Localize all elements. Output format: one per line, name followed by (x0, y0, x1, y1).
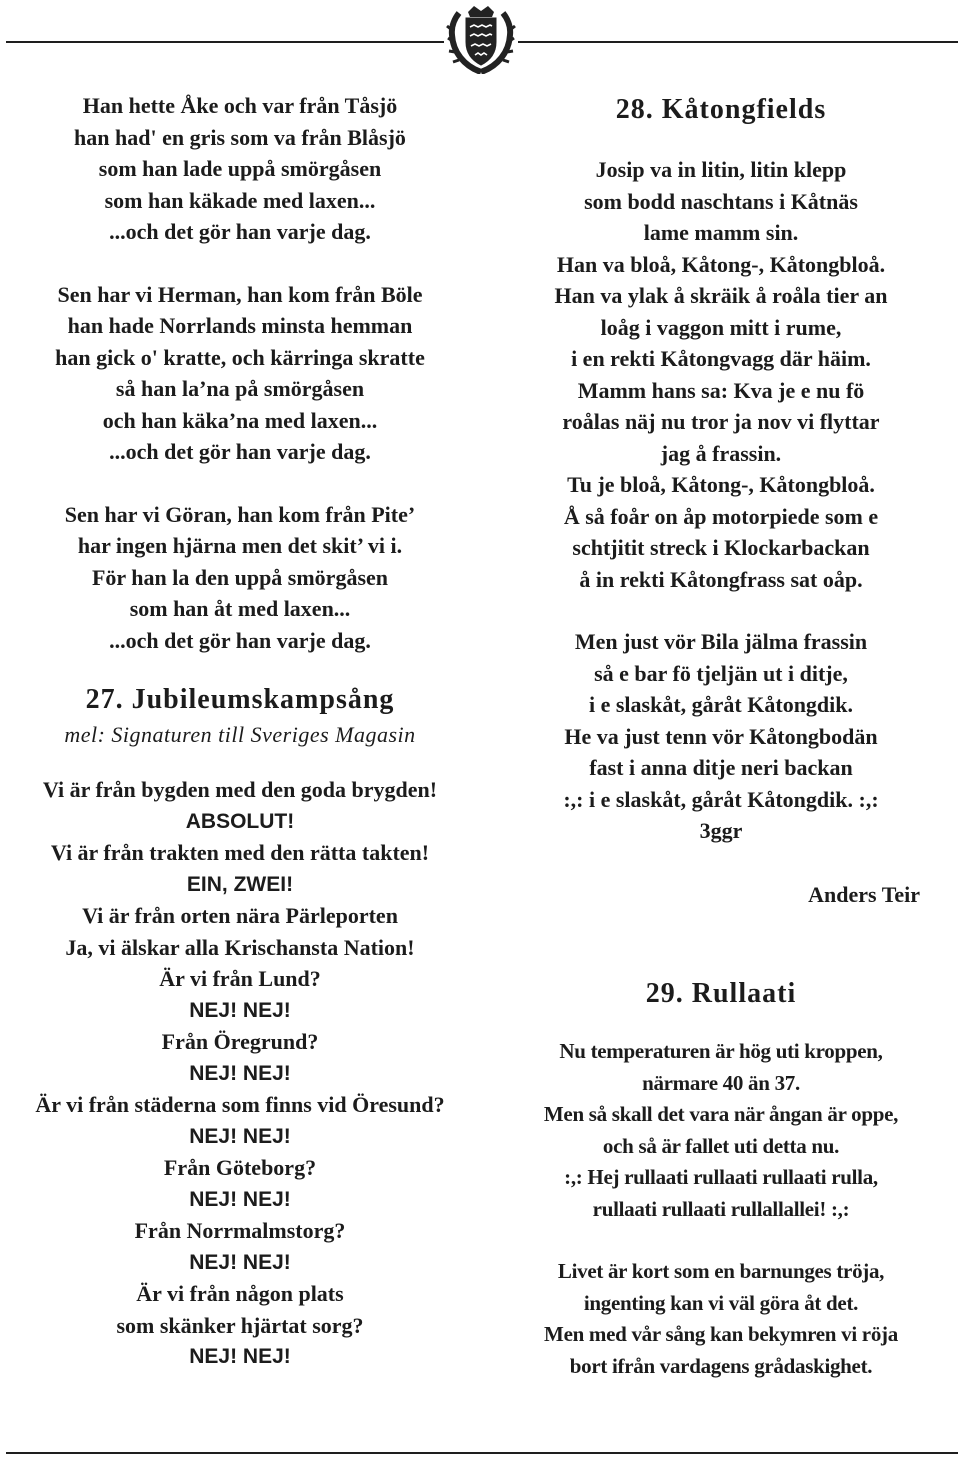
song-title-27: 27. Jubileumskampsång (85, 684, 395, 715)
verse-line: som skänker hjärtat sorg? (116, 1312, 364, 1338)
verse-line: Från Öregrund? (161, 1029, 319, 1054)
verse-line: NEJ! NEJ! (189, 1124, 291, 1148)
verse-line: Men så skall det vara när ångan är oppe, (543, 1102, 899, 1126)
verse-line: Nu temperaturen är hög uti kroppen, (559, 1039, 883, 1063)
verse-line: Är vi från städerna som finns vid Öresund? (35, 1092, 445, 1117)
verse-line: ingenting kan vi väl göra åt det. (583, 1290, 859, 1315)
verse-line: Vi är från trakten med den rätta takten! (50, 840, 430, 865)
verse-line: Från Göteborg? (163, 1155, 317, 1180)
song-title-28: 28. Kåtongfields (615, 94, 827, 125)
verse-line: närmare 40 än 37. (642, 1070, 800, 1095)
right-column (482, 90, 960, 1382)
verse-line: NEJ! NEJ! (189, 1061, 291, 1085)
verse-line: i en rekti Kåtongvagg där häim. (571, 346, 871, 371)
verse-line: loåg i vaggon mitt i rume, (600, 314, 842, 340)
verse-line: Ja, vi älskar alla Krischansta Nation! (65, 934, 415, 960)
verse-line: rullaati rullaati rullallallei! :,: (592, 1196, 850, 1221)
verse-line: ...och det gör han varje dag. (109, 627, 371, 653)
song-title-29: 29. Rullaati (645, 978, 797, 1009)
stanza (482, 154, 960, 595)
verse-line: Men med vår sång kan bekymren vi röja (544, 1322, 898, 1346)
header-rule-left (6, 41, 444, 43)
verse-line: :,: i e slaskåt, gåråt Kåtongdik. :,: (563, 786, 879, 812)
verse-line: NEJ! NEJ! (189, 1250, 291, 1274)
left-column (0, 90, 480, 1373)
verse-line: 3ggr (699, 818, 743, 843)
verse-line: som han käkade med laxen... (104, 187, 376, 213)
verse-line: bort ifrån vardagens grådaskighet. (569, 1353, 873, 1378)
verse-line: så e bar fö tjeljän ut i ditje, (594, 660, 848, 686)
verse-line: :,: Hej rullaati rullaati rullaati rulla, (564, 1165, 878, 1189)
stanza (0, 279, 480, 468)
header-rule-right (518, 41, 958, 43)
verse-line: som bodd naschtans i Kåtnäs (584, 188, 858, 214)
verse-line: För han la den uppå smörgåsen (91, 564, 389, 590)
stanza (482, 626, 960, 847)
verse-line: som han åt med laxen... (129, 596, 351, 621)
verse-line: Vi är från orten nära Pärleporten (82, 903, 398, 928)
stanza (0, 90, 480, 248)
verse-line: och så är fallet uti detta nu. (602, 1133, 840, 1158)
verse-line: ...och det gör han varje dag. (109, 219, 371, 244)
verse-line: Livet är kort som en barnunges tröja, (557, 1259, 885, 1283)
verse-line: Sen har vi Herman, han kom från Böle (57, 281, 423, 307)
verse-line: ...och det gör han varje dag. (109, 439, 371, 464)
verse-line: schtjitit streck i Klockarbackan (572, 535, 870, 560)
verse-line: Är vi från någon plats (136, 1281, 344, 1306)
verse-line: roålas näj nu tror ja nov vi flyttar (562, 409, 880, 434)
verse-line: EIN, ZWEI! (186, 872, 294, 896)
verse-line: i e slaskåt, gåråt Kåtongdik. (588, 692, 854, 717)
verse-line: fast i anna ditje neri backan (589, 755, 853, 780)
coat-of-arms-emblem (446, 2, 516, 74)
verse-line: ABSOLUT! (185, 809, 295, 833)
verse-line: Han va bloå, Kåtong-, Kåtongbloå. (556, 251, 886, 277)
verse-line: som han lade uppå smörgåsen (98, 156, 382, 181)
verse-line: har ingen hjärna men det skit’ vi i. (77, 533, 403, 558)
stanza (0, 499, 480, 657)
verse-line: och han käka’na med laxen... (102, 407, 378, 433)
verse-line: Tu je bloå, Kåtong-, Kåtongbloå. (567, 472, 875, 497)
verse-line: han gick o' kratte, och kärringa skratte (55, 344, 425, 370)
verse-line: Men just vör Bila jälma frassin (574, 629, 868, 654)
verse-line: NEJ! NEJ! (189, 1187, 291, 1211)
song-author: Anders Teir (808, 881, 920, 907)
verse-line: Å så foår on åp motorpiede som e (563, 503, 879, 529)
verse-line: Från Norrmalmstorg? (134, 1218, 346, 1243)
song-27-lyrics (0, 774, 480, 1373)
verse-line: Josip va in litin, litin klepp (595, 157, 847, 182)
verse-line: lame mamm sin. (643, 220, 799, 245)
verse-line: NEJ! NEJ! (189, 998, 291, 1022)
verse-line: He va just tenn vör Kåtongbodän (564, 723, 878, 749)
verse-line: Sen har vi Göran, han kom från Pite’ (64, 501, 416, 527)
verse-line: så han la’na på smörgåsen (115, 376, 365, 401)
melody-note: mel: Signaturen till Sveriges Magasin (64, 722, 416, 747)
verse-line: Är vi från Lund? (159, 966, 321, 991)
verse-line: jag å frassin. (660, 440, 782, 466)
verse-line: Mamm hans sa: Kva je e nu fö (577, 377, 865, 403)
verse-line: å in rekti Kåtongfrass sat oåp. (579, 566, 863, 592)
verse-line: han had' en gris som va från Blåsjö (74, 124, 406, 150)
verse-line: Vi är från bygden med den goda brygden! (42, 777, 438, 802)
footer-rule (6, 1452, 958, 1454)
verse-line: Han hette Åke och var från Tåsjö (82, 93, 398, 118)
verse-line: Han va ylak å skräik å roåla tier an (554, 283, 888, 308)
verse-line: NEJ! NEJ! (189, 1345, 291, 1368)
song-29-lyrics (482, 1036, 960, 1382)
verse-line: han hade Norrlands minsta hemman (67, 313, 413, 338)
